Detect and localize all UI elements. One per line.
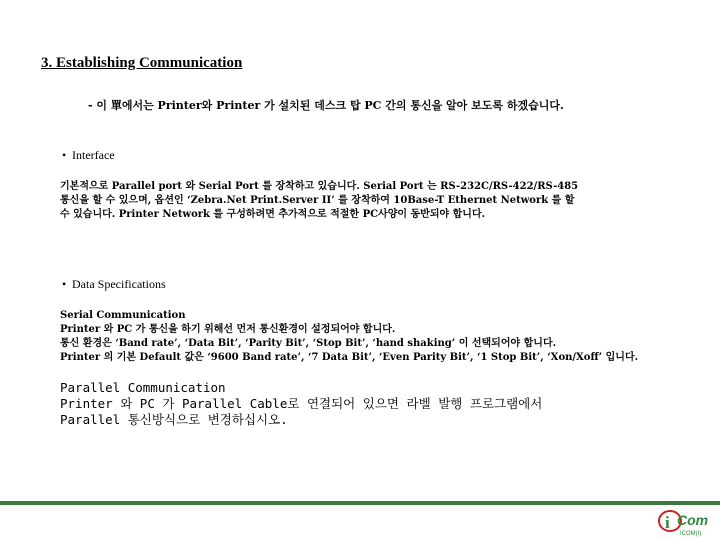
- interface-bullet: [62, 148, 115, 163]
- paragraph-line: 수 있습니다. Printer Network 를 구성하려면 추가적으로 적절한 PC사양이 동반되야 합니다.: [60, 209, 486, 220]
- logo-letter: i: [665, 513, 670, 532]
- bullet-icon: •: [62, 148, 67, 162]
- interface-paragraph: [60, 180, 600, 222]
- paragraph-line: Serial Communication: [60, 310, 186, 321]
- section-heading: 3. Establishing Communication: [41, 55, 243, 71]
- intro-text: - 이 單에서는 Printer와 Printer 가 설치된 데스크 탑 PC 간의 통신을 알아 보도록 하겠습니다.: [88, 99, 564, 112]
- paragraph-line: Parallel Communication: [60, 380, 226, 395]
- icom-logo: [656, 507, 714, 537]
- paragraph-line: Printer 의 기본 Default 값은 ‘9600 Band rate’, ‘7 Data Bit’, ‘Even Parity Bit’, ‘1 Stop Bit’, ‘Xon/Xoff’ 입니다.: [60, 352, 639, 363]
- paragraph-line: Printer 와 PC 가 Parallel Cable로 연결되어 있으면 라벨 발행 프로그램에서: [60, 396, 543, 411]
- interface-title: Interface: [72, 148, 115, 162]
- paragraph-line: 기본적으로 Parallel port 와 Serial Port 를 장착하고 있습니다. Serial Port 는 RS-232C/RS-422/RS-485: [60, 181, 579, 192]
- parallel-paragraph: [60, 380, 542, 428]
- footer-rule: [0, 501, 720, 505]
- data-specs-paragraph: [60, 309, 639, 365]
- logo-wordmark: Com: [677, 512, 709, 528]
- bullet-icon: •: [62, 277, 67, 291]
- paragraph-line: Parallel 통신방식으로 변경하십시오.: [60, 412, 288, 427]
- paragraph-line: 통신 환경은 ‘Band rate’, ‘Data Bit’, ‘Parity Bit’, ‘Stop Bit’, ‘hand shaking’ 이 선택되어야 합니다.: [60, 338, 557, 349]
- paragraph-line: 통신을 할 수 있으며, 옵션인 ‘Zebra.Net Print.Server II’ 를 장착하여 10Base-T Ethernet Network 를 할: [60, 195, 575, 206]
- paragraph-line: Printer 와 PC 가 통신을 하기 위해선 먼저 통신환경이 설정되어야 합니다.: [60, 324, 396, 335]
- logo-subtext: ICOM(I): [680, 531, 702, 537]
- data-specs-bullet: [62, 277, 166, 292]
- data-specs-title: Data Specifications: [72, 277, 166, 291]
